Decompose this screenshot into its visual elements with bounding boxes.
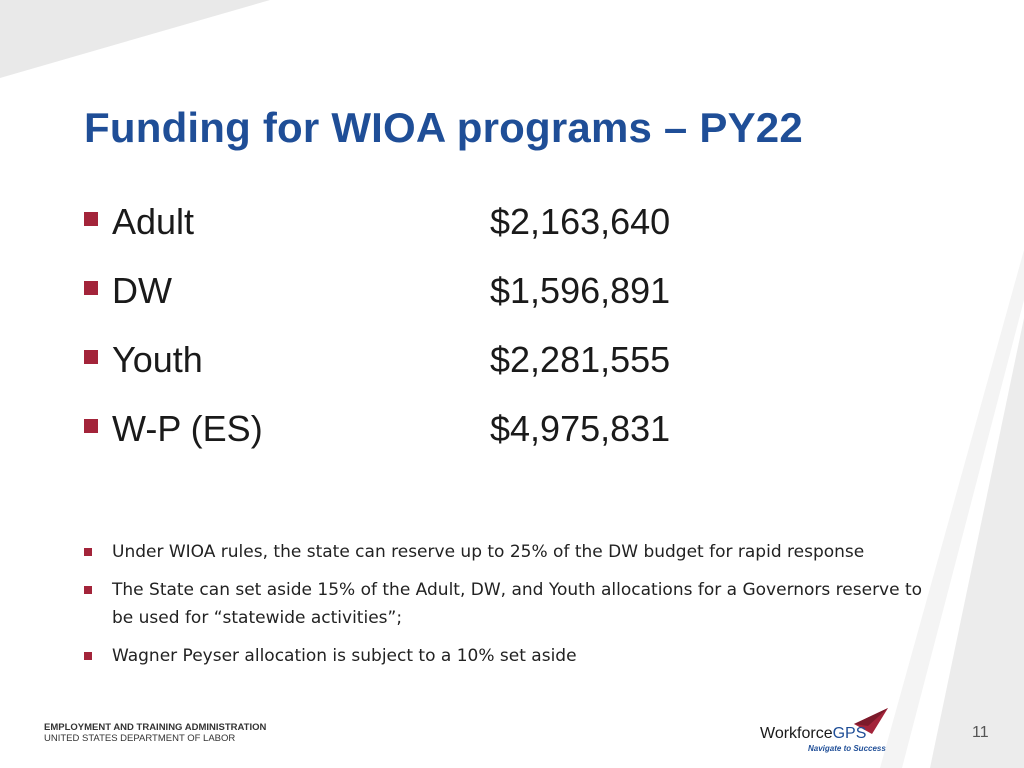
logo-gps: GPS [832, 725, 867, 742]
agency-footer [44, 722, 266, 744]
square-bullet-icon [84, 212, 98, 226]
funding-row-adult [84, 198, 724, 267]
logo-word: Workforce [760, 725, 833, 742]
square-bullet-icon [84, 548, 92, 556]
program-name: DW [112, 270, 172, 311]
note-item [84, 576, 944, 632]
program-name: W-P (ES) [112, 408, 263, 449]
agency-name: EMPLOYMENT AND TRAINING ADMINISTRATION [44, 722, 267, 733]
program-name: Adult [112, 201, 195, 242]
top-left-stripe [0, 0, 270, 78]
square-bullet-icon [84, 586, 92, 594]
funding-row-wp-es [84, 405, 724, 474]
note-text: The State can set aside 15% of the Adult, DW, and Youth allocations for a Governors reserve to be used for “statewide activities”; [112, 580, 923, 628]
square-bullet-icon [84, 419, 98, 433]
note-item [84, 642, 944, 670]
logo-tagline: Navigate to Success [808, 744, 886, 753]
program-amount: $2,281,555 [490, 339, 671, 380]
funding-row-dw [84, 267, 724, 336]
program-amount: $4,975,831 [490, 408, 671, 449]
funding-list [84, 198, 724, 474]
department-name: UNITED STATES DEPARTMENT OF LABOR [44, 733, 236, 744]
note-text: Under WIOA rules, the state can reserve up to 25% of the DW budget for rapid response [112, 542, 865, 562]
note-item [84, 538, 944, 566]
square-bullet-icon [84, 652, 92, 660]
square-bullet-icon [84, 281, 98, 295]
program-amount: $2,163,640 [490, 201, 671, 242]
square-bullet-icon [84, 350, 98, 364]
program-name: Youth [112, 339, 203, 380]
page-number: 11 [972, 724, 989, 741]
notes-list [84, 538, 944, 680]
program-amount: $1,596,891 [490, 270, 671, 311]
slide-title: Funding for WIOA programs – PY22 [84, 104, 803, 151]
workforcegps-logo [760, 708, 900, 758]
note-text: Wagner Peyser allocation is subject to a 10% set aside [112, 646, 577, 666]
logo-wordmark [760, 724, 866, 744]
funding-row-youth [84, 336, 724, 405]
